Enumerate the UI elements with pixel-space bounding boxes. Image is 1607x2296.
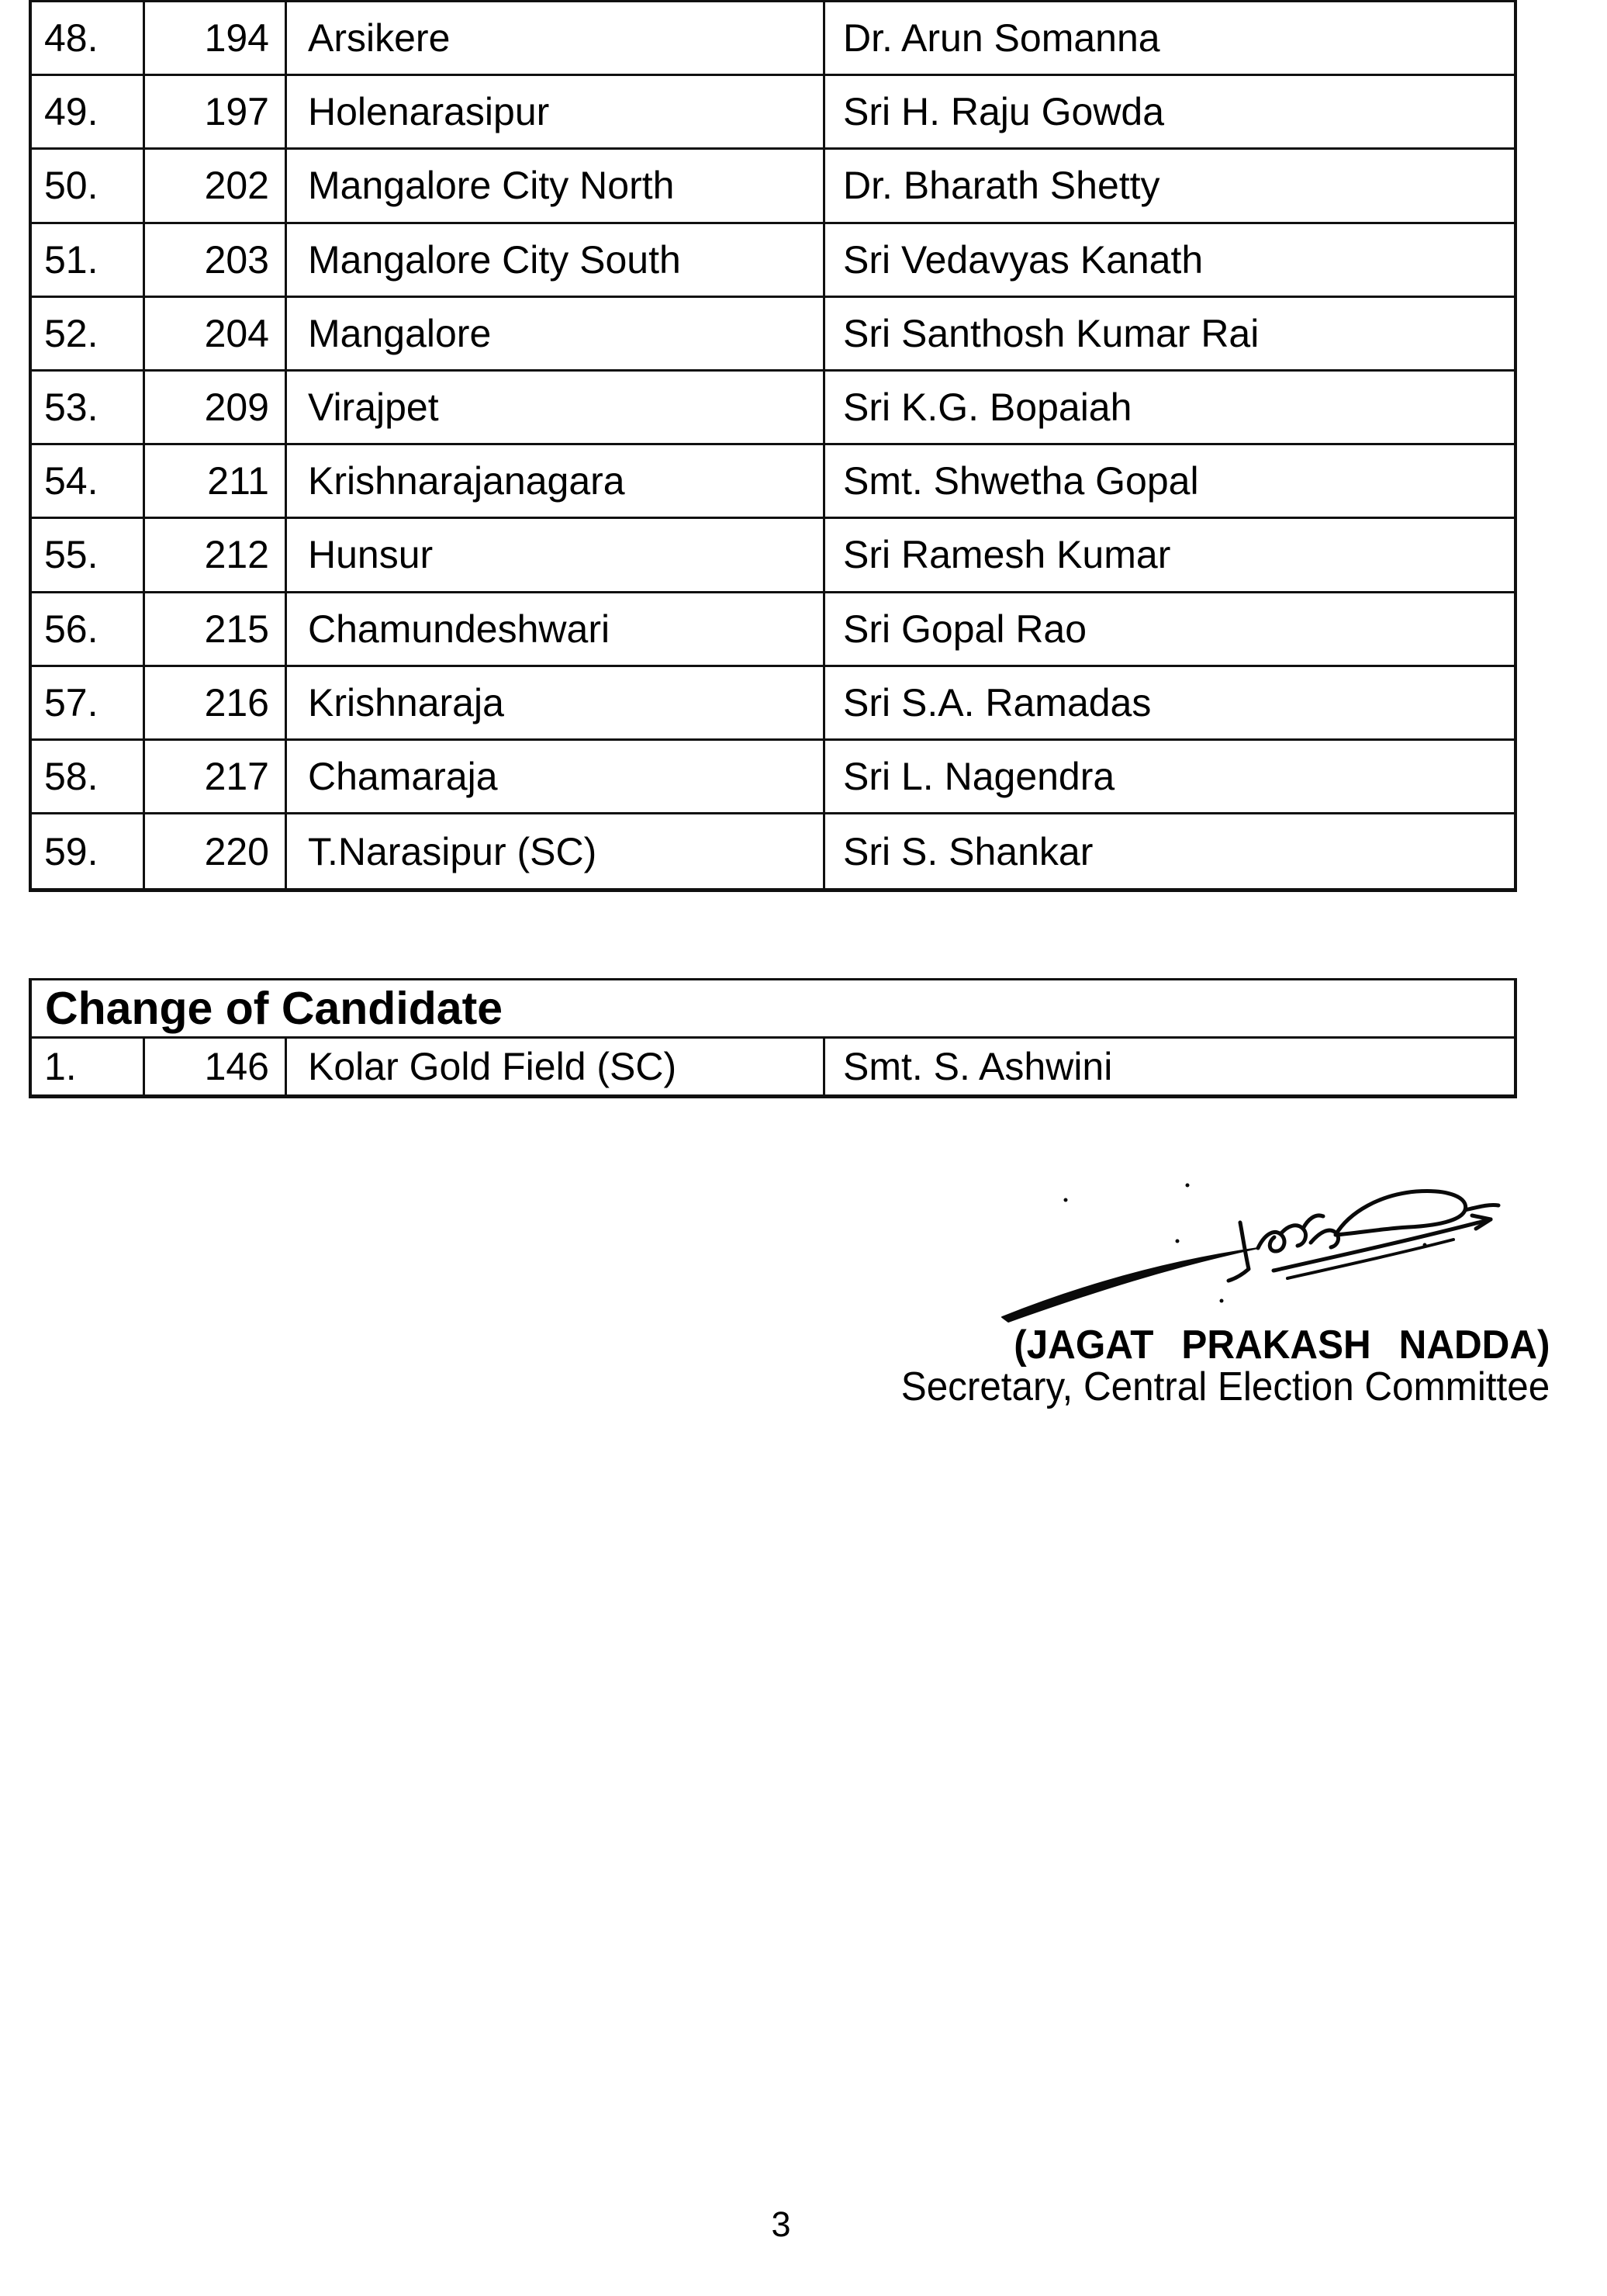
number-cell: 209 [145, 372, 287, 445]
candidate-cell: Smt. S. Ashwini [843, 1045, 1113, 1088]
serial-cell: 55. [32, 519, 145, 593]
candidate-cell: Sri Santhosh Kumar Rai [825, 298, 1514, 372]
serial-cell: 58. [32, 741, 145, 814]
candidate-cell: Sri S.A. Ramadas [825, 667, 1514, 741]
constituency-cell: T.Narasipur (SC) [287, 814, 825, 888]
signatory-name: (JAGAT PRAKASH NADDA) [1014, 1323, 1550, 1368]
candidate-cell: Sri L. Nagendra [825, 741, 1514, 814]
number-cell: 212 [145, 519, 287, 593]
candidate-cell: Sri Vedavyas Kanath [825, 224, 1514, 298]
change-of-candidate-table [29, 978, 1517, 1098]
constituency-cell: Mangalore [287, 298, 825, 372]
candidate-cell: Sri H. Raju Gowda [825, 76, 1514, 150]
page-number: 3 [771, 2204, 791, 2244]
serial-cell: 49. [32, 76, 145, 150]
serial-cell: 50. [32, 150, 145, 223]
candidate-table [29, 0, 1517, 892]
constituency-cell: Mangalore City South [287, 224, 825, 298]
serial-cell: 51. [32, 224, 145, 298]
number-cell: 220 [145, 814, 287, 888]
number-cell: 204 [145, 298, 287, 372]
constituency-cell: Holenarasipur [287, 76, 825, 150]
candidate-cell: Sri Ramesh Kumar [825, 519, 1514, 593]
constituency-cell: Mangalore City North [287, 150, 825, 223]
constituency-cell: Krishnaraja [287, 667, 825, 741]
number-cell: 215 [145, 593, 287, 667]
candidate-cell: Sri K.G. Bopaiah [825, 372, 1514, 445]
number-cell: 211 [145, 445, 287, 519]
constituency-cell: Kolar Gold Field (SC) [287, 1039, 825, 1094]
constituency-cell: Chamaraja [287, 741, 825, 814]
serial-cell: 52. [32, 298, 145, 372]
signatory-role: Secretary, Central Election Committee [900, 1364, 1550, 1409]
number-cell: 197 [145, 76, 287, 150]
candidate-cell: Smt. Shwetha Gopal [825, 445, 1514, 519]
candidate-cell: Sri Gopal Rao [825, 593, 1514, 667]
serial-cell: 53. [32, 372, 145, 445]
serial-cell: 57. [32, 667, 145, 741]
constituency-cell: Chamundeshwari [287, 593, 825, 667]
number-cell: 202 [145, 150, 287, 223]
candidate-cell: Dr. Arun Somanna [825, 2, 1514, 76]
number-cell: 216 [145, 667, 287, 741]
candidate-cell: Dr. Bharath Shetty [825, 150, 1514, 223]
serial-cell: 1. [32, 1039, 145, 1094]
candidate-cell: Sri S. Shankar [843, 829, 1094, 873]
number-cell: 217 [145, 741, 287, 814]
signature-scribble [985, 1157, 1543, 1328]
serial-cell: 54. [32, 445, 145, 519]
change-of-candidate-title: Change of Candidate [32, 980, 1514, 1039]
number-cell: 146 [145, 1039, 287, 1094]
constituency-cell: Arsikere [287, 2, 825, 76]
constituency-cell: Hunsur [287, 519, 825, 593]
number-cell: 203 [145, 224, 287, 298]
number-cell: 194 [145, 2, 287, 76]
serial-cell: 56. [32, 593, 145, 667]
constituency-cell: Virajpet [287, 372, 825, 445]
constituency-cell: Krishnarajanagara [287, 445, 825, 519]
serial-cell: 59. [32, 814, 145, 888]
serial-cell: 48. [32, 2, 145, 76]
